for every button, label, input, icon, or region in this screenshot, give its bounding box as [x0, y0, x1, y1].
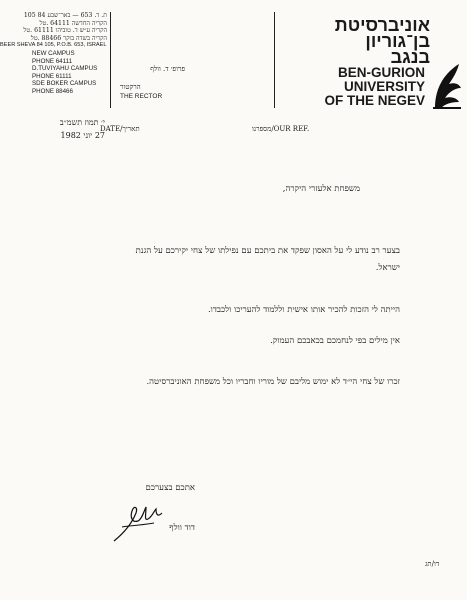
- address-line: ת. ד. 653 — באר־שבע 84 105: [23, 12, 107, 19]
- university-name-line: OF THE NEGEV: [324, 93, 425, 108]
- university-name-line: UNIVERSITY: [343, 79, 425, 94]
- header-divider-right: [274, 12, 275, 108]
- address-line: PHONE 61111: [32, 72, 72, 80]
- university-name-line: בן־גוריון: [365, 31, 430, 51]
- header-divider-left: [110, 12, 111, 108]
- address-line: SDE BOKER CAMPUS: [32, 80, 97, 88]
- address-line: D.TUVIYAHU CAMPUS: [32, 65, 98, 73]
- rector-block: [120, 64, 185, 102]
- address-block: [2, 12, 107, 96]
- salutation: משפחת אלעזרי היקרה,: [282, 184, 360, 194]
- signature-icon: [110, 497, 170, 545]
- rector-name: פרופ׳ ד. וולף: [150, 65, 185, 73]
- date-value-gregorian: 27 יוני 1982: [60, 131, 105, 140]
- address-line: הקריה החדשה 64111 .טל: [39, 19, 107, 27]
- university-logo-icon: [431, 62, 463, 110]
- address-line: NEW CAMPUS: [32, 49, 75, 57]
- address-line: הקריה בשדה בוקר 88466 .טל: [30, 34, 107, 42]
- paragraph: אין מילים בפי לנחמכם בכאבכם העמוק.: [270, 336, 400, 346]
- rector-title-he: הרקטור: [120, 83, 141, 91]
- date-label: תאריך/DATE: [100, 125, 140, 133]
- paragraph: זכרו של צחי הי״ד לא ימוש מליבם של מוריו וחבריו וכל משפחת האוניברסיטה.: [146, 377, 400, 387]
- signatory-name: דוד וולף: [169, 523, 195, 533]
- address-line: PHONE 88466: [32, 87, 73, 95]
- university-name-line: אוניברסיטת: [334, 15, 430, 35]
- university-name-line: BEN-GURION: [338, 65, 425, 80]
- paragraph: הייתה לי הזכות להכיר אותו אישית וללמוד להעריכו ולכבדו.: [207, 305, 400, 315]
- date-value-hebrew: י׳ תמוז תשמ״ב: [59, 118, 105, 127]
- paragraph: בצער רב נודע לי על האסון שפקד את ביתכם עם נפילתו של צחי יקירכם על הגנת ישראל.: [135, 246, 400, 273]
- ref-label: מספרנו/OUR REF.: [252, 125, 310, 133]
- address-line: PHONE 64111: [32, 57, 73, 65]
- address-line: הקריה ע״ש ד. טוביהו 61111 .טל: [23, 27, 107, 35]
- closing: אתכם בצערכם: [145, 483, 195, 493]
- address-line: BEER SHEVA 84 105, P.O.B. 653, ISRAEL: [0, 42, 107, 49]
- rector-title-en: THE RECTOR: [120, 93, 163, 100]
- initials: דו/תג: [425, 560, 440, 568]
- university-name-line: בנגב: [390, 47, 430, 67]
- university-name-hebrew: [318, 17, 430, 65]
- university-name-english: [290, 66, 425, 108]
